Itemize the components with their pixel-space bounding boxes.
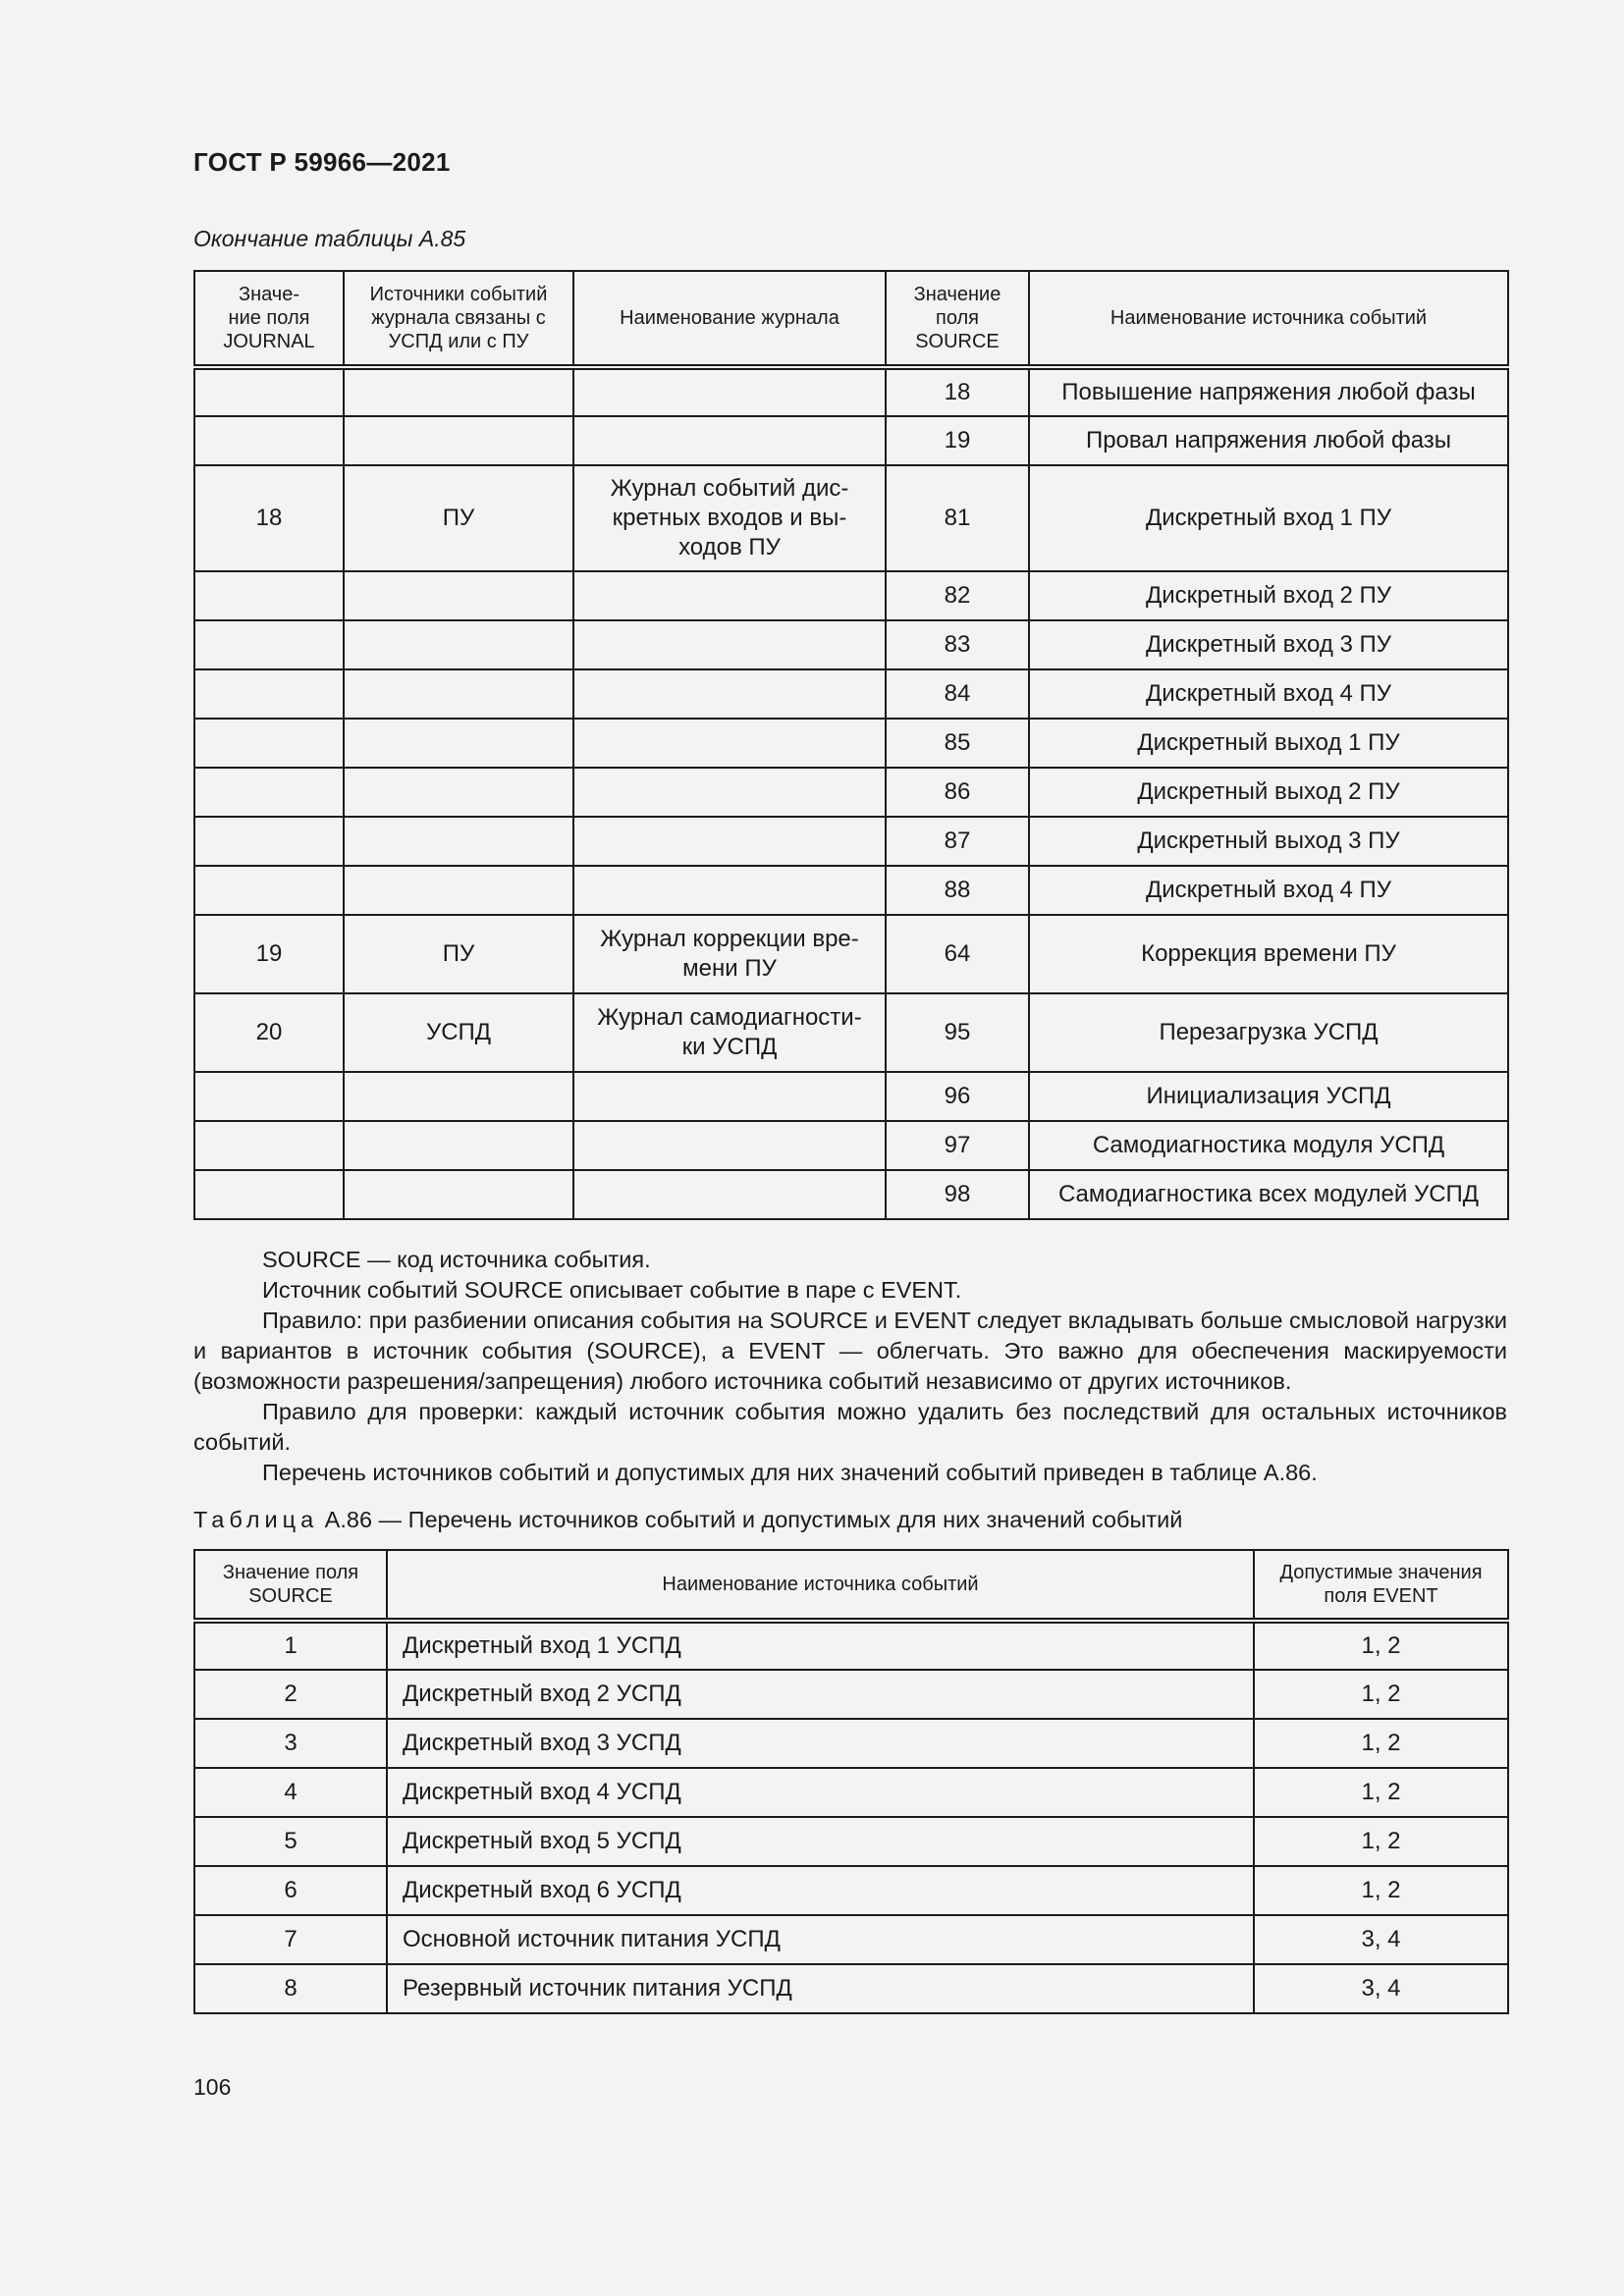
table-row <box>194 719 1508 768</box>
note-paragraph: Правило: при разбиении описания события на SOURCE и EVENT следует вкладывать больше смысловой нагрузки и вариантов в источник события (SOURCE), а EVENT — облегчать. Это важно для обеспечения маскируемости (возможности разрешения/запрещения) любого источника событий независимо от других источников. <box>193 1308 1507 1394</box>
table-cell: Основной источник питания УСПД <box>387 1915 1254 1964</box>
table-cell <box>573 367 886 416</box>
table-cell: 8 <box>194 1964 387 2013</box>
note-paragraph: SOURCE — код источника события. <box>262 1247 651 1272</box>
table-cell <box>344 817 573 866</box>
table-cell: Дискретный вход 5 УСПД <box>387 1817 1254 1866</box>
col-header-source-name: Наименование источника событий <box>1029 271 1508 367</box>
table-cell: Коррекция времени ПУ <box>1029 915 1508 993</box>
table-row <box>194 1866 1508 1915</box>
table-cell <box>573 817 886 866</box>
table-cell: Дискретный вход 2 УСПД <box>387 1670 1254 1719</box>
col-header-sources-linked: Источники событий журнала связаны с УСПД или с ПУ <box>344 271 573 367</box>
table-cell <box>194 367 344 416</box>
table-cell <box>194 1072 344 1121</box>
table-cell: Дискретный выход 3 ПУ <box>1029 817 1508 866</box>
table-cell <box>573 719 886 768</box>
table-cell: Журнал коррекции вре- мени ПУ <box>573 915 886 993</box>
table-cell <box>194 719 344 768</box>
table-cell: Инициализация УСПД <box>1029 1072 1508 1121</box>
table-86-title-word: Таблица <box>193 1507 319 1532</box>
table-cell: Журнал событий дис- кретных входов и вы- ходов ПУ <box>573 465 886 571</box>
notes-section <box>193 1245 1507 1488</box>
table-cell <box>573 866 886 915</box>
table-row <box>194 1719 1508 1768</box>
table-86-title-text: А.86 — Перечень источников событий и допустимых для них значений событий <box>318 1507 1183 1532</box>
table-cell <box>194 1121 344 1170</box>
table-cell <box>344 1170 573 1219</box>
document-header: ГОСТ Р 59966—2021 <box>193 147 451 177</box>
table-cell <box>344 719 573 768</box>
col-header-source-name: Наименование источника событий <box>387 1550 1254 1621</box>
table-cell: 82 <box>886 571 1029 620</box>
table-cell <box>573 669 886 719</box>
table-cell <box>344 669 573 719</box>
note-paragraph: Перечень источников событий и допустимых для них значений событий приведен в таблице А.86. <box>262 1460 1318 1485</box>
table-row <box>194 915 1508 993</box>
table-cell <box>344 1121 573 1170</box>
col-header-journal-name: Наименование журнала <box>573 271 886 367</box>
table-cell <box>194 768 344 817</box>
table-cell: Дискретный вход 4 УСПД <box>387 1768 1254 1817</box>
table-cell: УСПД <box>344 993 573 1072</box>
table-cell <box>573 416 886 465</box>
table-cell: Дискретный вход 1 УСПД <box>387 1621 1254 1670</box>
table-cell <box>194 866 344 915</box>
note-paragraph: Источник событий SOURCE описывает событие в паре с EVENT. <box>262 1277 962 1303</box>
col-header-source-value: Значение поля SOURCE <box>194 1550 387 1621</box>
table-row <box>194 1072 1508 1121</box>
table-cell <box>194 416 344 465</box>
col-header-event-values: Допустимые значения поля EVENT <box>1254 1550 1508 1621</box>
table-cell <box>344 367 573 416</box>
table-cell: Самодиагностика всех модулей УСПД <box>1029 1170 1508 1219</box>
table-row <box>194 669 1508 719</box>
table-cell: 6 <box>194 1866 387 1915</box>
table-cell: 97 <box>886 1121 1029 1170</box>
table-cell: 98 <box>886 1170 1029 1219</box>
table-cell: Дискретный вход 2 ПУ <box>1029 571 1508 620</box>
table-85-caption: Окончание таблицы А.85 <box>193 226 466 251</box>
table-row <box>194 1817 1508 1866</box>
table-row <box>194 465 1508 571</box>
table-cell <box>194 817 344 866</box>
table-row <box>194 1121 1508 1170</box>
table-cell <box>573 1072 886 1121</box>
table-cell: Дискретный вход 4 ПУ <box>1029 669 1508 719</box>
table-row <box>194 1670 1508 1719</box>
table-cell: 87 <box>886 817 1029 866</box>
table-cell: Дискретный вход 3 ПУ <box>1029 620 1508 669</box>
table-cell: 64 <box>886 915 1029 993</box>
table-cell <box>194 571 344 620</box>
table-cell: Журнал самодиагности- ки УСПД <box>573 993 886 1072</box>
table-cell: Самодиагностика модуля УСПД <box>1029 1121 1508 1170</box>
table-cell: Дискретный вход 3 УСПД <box>387 1719 1254 1768</box>
table-cell: Дискретный выход 1 ПУ <box>1029 719 1508 768</box>
table-cell: 95 <box>886 993 1029 1072</box>
table-cell <box>344 1072 573 1121</box>
table-cell: 4 <box>194 1768 387 1817</box>
table-cell <box>344 620 573 669</box>
table-cell: 5 <box>194 1817 387 1866</box>
table-cell: Резервный источник питания УСПД <box>387 1964 1254 2013</box>
table-cell: 88 <box>886 866 1029 915</box>
table-cell: 81 <box>886 465 1029 571</box>
table-cell <box>573 1170 886 1219</box>
table-cell: 1, 2 <box>1254 1670 1508 1719</box>
table-cell <box>573 768 886 817</box>
table-row <box>194 768 1508 817</box>
table-cell: 1, 2 <box>1254 1719 1508 1768</box>
table-cell: Дискретный выход 2 ПУ <box>1029 768 1508 817</box>
table-row <box>194 1964 1508 2013</box>
table-cell: 1, 2 <box>1254 1817 1508 1866</box>
table-cell <box>344 866 573 915</box>
table-row <box>194 367 1508 416</box>
table-cell <box>194 620 344 669</box>
table-row <box>194 1915 1508 1964</box>
table-row <box>194 416 1508 465</box>
table-cell: 3 <box>194 1719 387 1768</box>
table-cell: Дискретный вход 6 УСПД <box>387 1866 1254 1915</box>
table-row <box>194 1768 1508 1817</box>
table-cell: 86 <box>886 768 1029 817</box>
table-row <box>194 1170 1508 1219</box>
table-cell: 1, 2 <box>1254 1768 1508 1817</box>
table-cell: 85 <box>886 719 1029 768</box>
table-cell: ПУ <box>344 465 573 571</box>
table-cell: Провал напряжения любой фазы <box>1029 416 1508 465</box>
table-cell: 83 <box>886 620 1029 669</box>
table-cell: 84 <box>886 669 1029 719</box>
table-row <box>194 620 1508 669</box>
note-paragraph: Правило для проверки: каждый источник события можно удалить без последствий для остальных источников событий. <box>193 1399 1507 1455</box>
table-cell: Повышение напряжения любой фазы <box>1029 367 1508 416</box>
table-cell <box>573 620 886 669</box>
table-cell <box>573 1121 886 1170</box>
table-cell: 18 <box>194 465 344 571</box>
table-cell: ПУ <box>344 915 573 993</box>
table-85 <box>193 270 1509 1220</box>
table-cell: 19 <box>194 915 344 993</box>
table-cell <box>344 571 573 620</box>
table-row <box>194 571 1508 620</box>
table-cell: 96 <box>886 1072 1029 1121</box>
table-cell: 18 <box>886 367 1029 416</box>
table-cell: 7 <box>194 1915 387 1964</box>
table-cell: Дискретный вход 4 ПУ <box>1029 866 1508 915</box>
table-cell: 20 <box>194 993 344 1072</box>
col-header-source-value: Значение поля SOURCE <box>886 271 1029 367</box>
table-cell: Перезагрузка УСПД <box>1029 993 1508 1072</box>
table-cell: 2 <box>194 1670 387 1719</box>
table-86-title <box>193 1507 1182 1533</box>
table-row <box>194 1621 1508 1670</box>
table-cell <box>194 1170 344 1219</box>
table-86 <box>193 1549 1509 2014</box>
table-cell <box>194 669 344 719</box>
table-cell: 1, 2 <box>1254 1866 1508 1915</box>
page-number: 106 <box>193 2074 232 2100</box>
table-cell: 1 <box>194 1621 387 1670</box>
table-cell: 3, 4 <box>1254 1964 1508 2013</box>
table-row <box>194 866 1508 915</box>
col-header-journal: Значе- ние поля JOURNAL <box>194 271 344 367</box>
table-cell <box>344 768 573 817</box>
table-cell: 3, 4 <box>1254 1915 1508 1964</box>
table-cell <box>344 416 573 465</box>
table-cell: 1, 2 <box>1254 1621 1508 1670</box>
table-row <box>194 817 1508 866</box>
table-cell: Дискретный вход 1 ПУ <box>1029 465 1508 571</box>
table-row <box>194 993 1508 1072</box>
table-cell: 19 <box>886 416 1029 465</box>
table-cell <box>573 571 886 620</box>
